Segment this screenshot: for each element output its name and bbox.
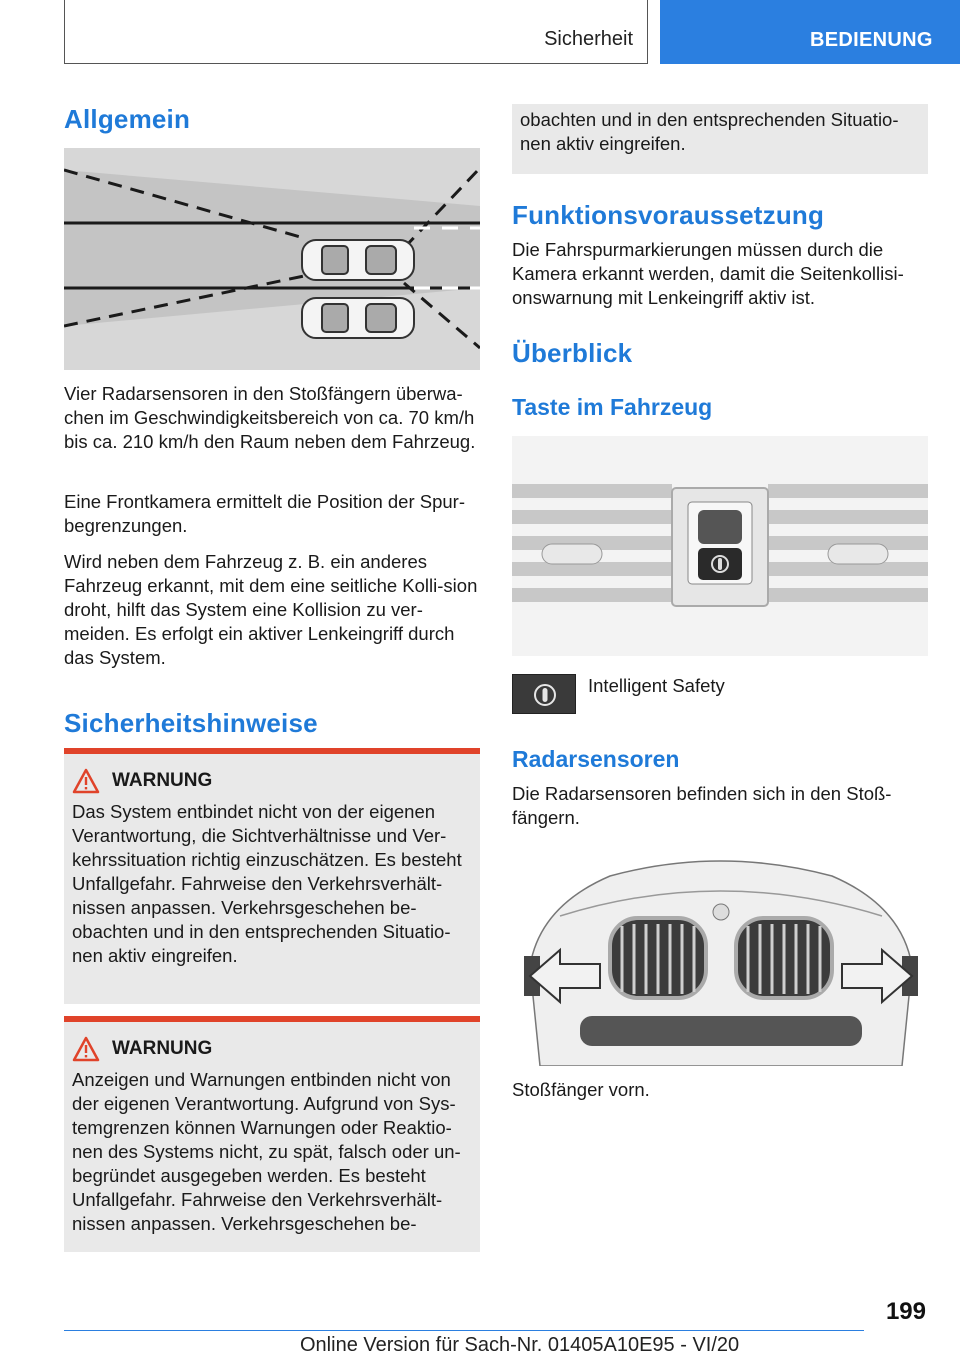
footer-version-text: Online Version für Sach-Nr. 01405A10E95 - VI/20 (300, 1334, 740, 1356)
footer-divider (64, 1330, 864, 1331)
warning-box-1 (64, 748, 480, 1004)
front-bumper-figure (520, 846, 922, 1066)
header-section-label: Sicherheit (544, 28, 633, 50)
page-number: 199 (885, 1298, 926, 1325)
heading-allgemein: Allgemein (64, 104, 191, 134)
warning-triangle-icon (72, 1036, 100, 1062)
heading-funktionsvoraussetzung: Funktionsvoraussetzung (512, 200, 825, 230)
warning-title-2: WARNUNG (112, 1038, 213, 1059)
paragraph-frontkamera: Eine Frontkamera ermittelt die Position der Spur-begrenzungen. (64, 491, 466, 536)
warning-box-2-continued (512, 104, 928, 174)
heading-sicherheitshinweise: Sicherheitshinweise (64, 708, 318, 738)
warning-box-2 (64, 1016, 480, 1252)
lane-diagram-svg (64, 148, 480, 370)
dashboard-vent-svg (512, 436, 928, 656)
caption-front-bumper: Stoßfänger vorn. (512, 1079, 650, 1100)
car-front-svg (520, 846, 922, 1066)
warning-title-1: WARNUNG (112, 770, 213, 791)
intelligent-safety-button[interactable] (512, 674, 576, 714)
warning-body-2: Anzeigen und Warnungen entbinden nicht von der eigenen Verantwortung. Aufgrund von Sys-temgrenzen können Warnungen oder Reaktio-nen des Systems nicht, zu spät, falsch oder un-begründet ausgegeben werden. Es besteht Unfallgefahr. Fahrweise den Verkehrsverhält-nissen anpassen. Verkehrsgeschehen be- (72, 1069, 461, 1234)
car-icon-2 (302, 298, 414, 338)
paragraph-radarsensoren: Die Radarsensoren befinden sich in den Stoß-fängern. (512, 783, 892, 828)
paragraph-kollision: Wird neben dem Fahrzeug z. B. ein anderes Fahrzeug erkannt, mit dem eine seitliche Kolli-sion droht, hilft das System eine Kollision zu ver-meiden. Es erfolgt ein aktiver Lenkeingriff durch das System. (64, 551, 478, 668)
heading-taste-im-fahrzeug: Taste im Fahrzeug (512, 394, 713, 420)
heading-radarsensoren: Radarsensoren (512, 746, 680, 772)
header-chapter-label: BEDIENUNG (810, 29, 933, 51)
lane-diagram-figure (64, 148, 480, 370)
warning-body-2-continued: obachten und in den entsprechenden Situatio-nen aktiv eingreifen. (520, 109, 899, 154)
header-section-box (64, 0, 648, 64)
warning-triangle-icon (72, 768, 100, 794)
heading-ueberblick: Überblick (512, 338, 633, 368)
intelligent-safety-label: Intelligent Safety (588, 675, 725, 696)
paragraph-radar-intro: Vier Radarsensoren in den Stoßfängern überwa-chen im Geschwindigkeitsbereich von ca. 70 km/h bis ca. 210 km/h den Raum neben dem Fahrzeug. (64, 383, 476, 452)
warning-body-1: Das System entbindet nicht von der eigenen Verantwortung, die Sichtverhältnisse und Ver-kehrssituation richtig einzuschätzen. Es besteht Unfallgefahr. Fahrweise den Verkehrsverhält-nissen anpassen. Verkehrsgeschehen be-obachten und in den entsprechenden Situatio-nen aktiv eingreifen. (72, 801, 462, 966)
intelligent-safety-icon (513, 675, 577, 715)
paragraph-funktion: Die Fahrspurmarkierungen müssen durch die Kamera erkannt werden, damit die Seitenkollisi-onswarnung mit Lenkeingriff aktiv ist. (512, 239, 904, 308)
header-chapter-tab[interactable] (660, 0, 960, 64)
car-icon (302, 240, 414, 280)
button-panel-figure (512, 436, 928, 656)
